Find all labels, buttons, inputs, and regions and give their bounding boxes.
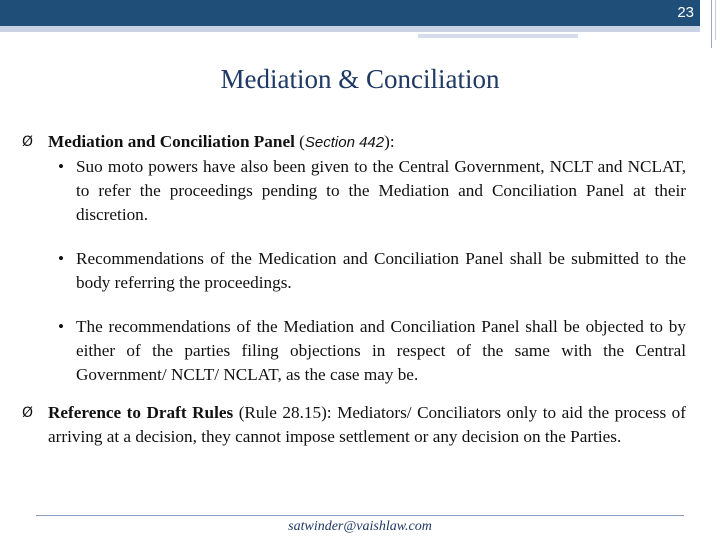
point-draft-rules: [22, 401, 686, 449]
slide-number: 23: [677, 4, 694, 21]
subpoint-text: Suo moto powers have also been given to the Central Government, NCLT and NCLAT, to refer the proceedings pending to the Mediation and Conciliation Panel at their discretion.: [76, 157, 686, 224]
subpoint: [58, 247, 686, 295]
point-heading: Reference to Draft Rules: [48, 403, 234, 422]
right-decor-line-2: [715, 0, 716, 40]
arrow-bullet-icon: Ø: [22, 134, 34, 150]
section-reference: Section 442: [304, 134, 385, 151]
bullet-icon: •: [58, 157, 65, 176]
subpoint-text: The recommendations of the Mediation and Conciliation Panel shall be objected to by either of the parties filing objections in respect of the same with the Central Government/ NCLT/ NCLAT, as the case may be.: [76, 317, 686, 384]
point-heading: Mediation and Conciliation Panel: [48, 132, 295, 151]
bullet-icon: •: [58, 249, 65, 268]
subpoint: [58, 315, 686, 387]
right-decor-line: [711, 0, 712, 48]
header-accent-bar: [0, 26, 700, 32]
paren-open: (: [294, 132, 305, 151]
header-accent-bar-short: [418, 34, 578, 38]
slide-content: [22, 130, 686, 449]
point-mediation-panel: [22, 130, 686, 155]
footer-email: satwinder@vaishlaw.com: [288, 519, 432, 534]
point-text: (Rule 28.15): Mediators/ Conciliators only to aid the process of arriving at a decision, they cannot impose settlement or any decision on the Parties.: [48, 403, 687, 446]
subpoint-text: Recommendations of the Medication and Conciliation Panel shall be submitted to the body referring the proceedings.: [76, 249, 686, 292]
subpoint: [58, 155, 686, 227]
header-bar: [0, 0, 700, 26]
arrow-bullet-icon: Ø: [22, 405, 34, 421]
footer-divider: [36, 515, 684, 516]
paren-close: ):: [384, 132, 395, 151]
slide-title: Mediation & Conciliation: [220, 64, 500, 94]
bullet-icon: •: [58, 317, 65, 336]
